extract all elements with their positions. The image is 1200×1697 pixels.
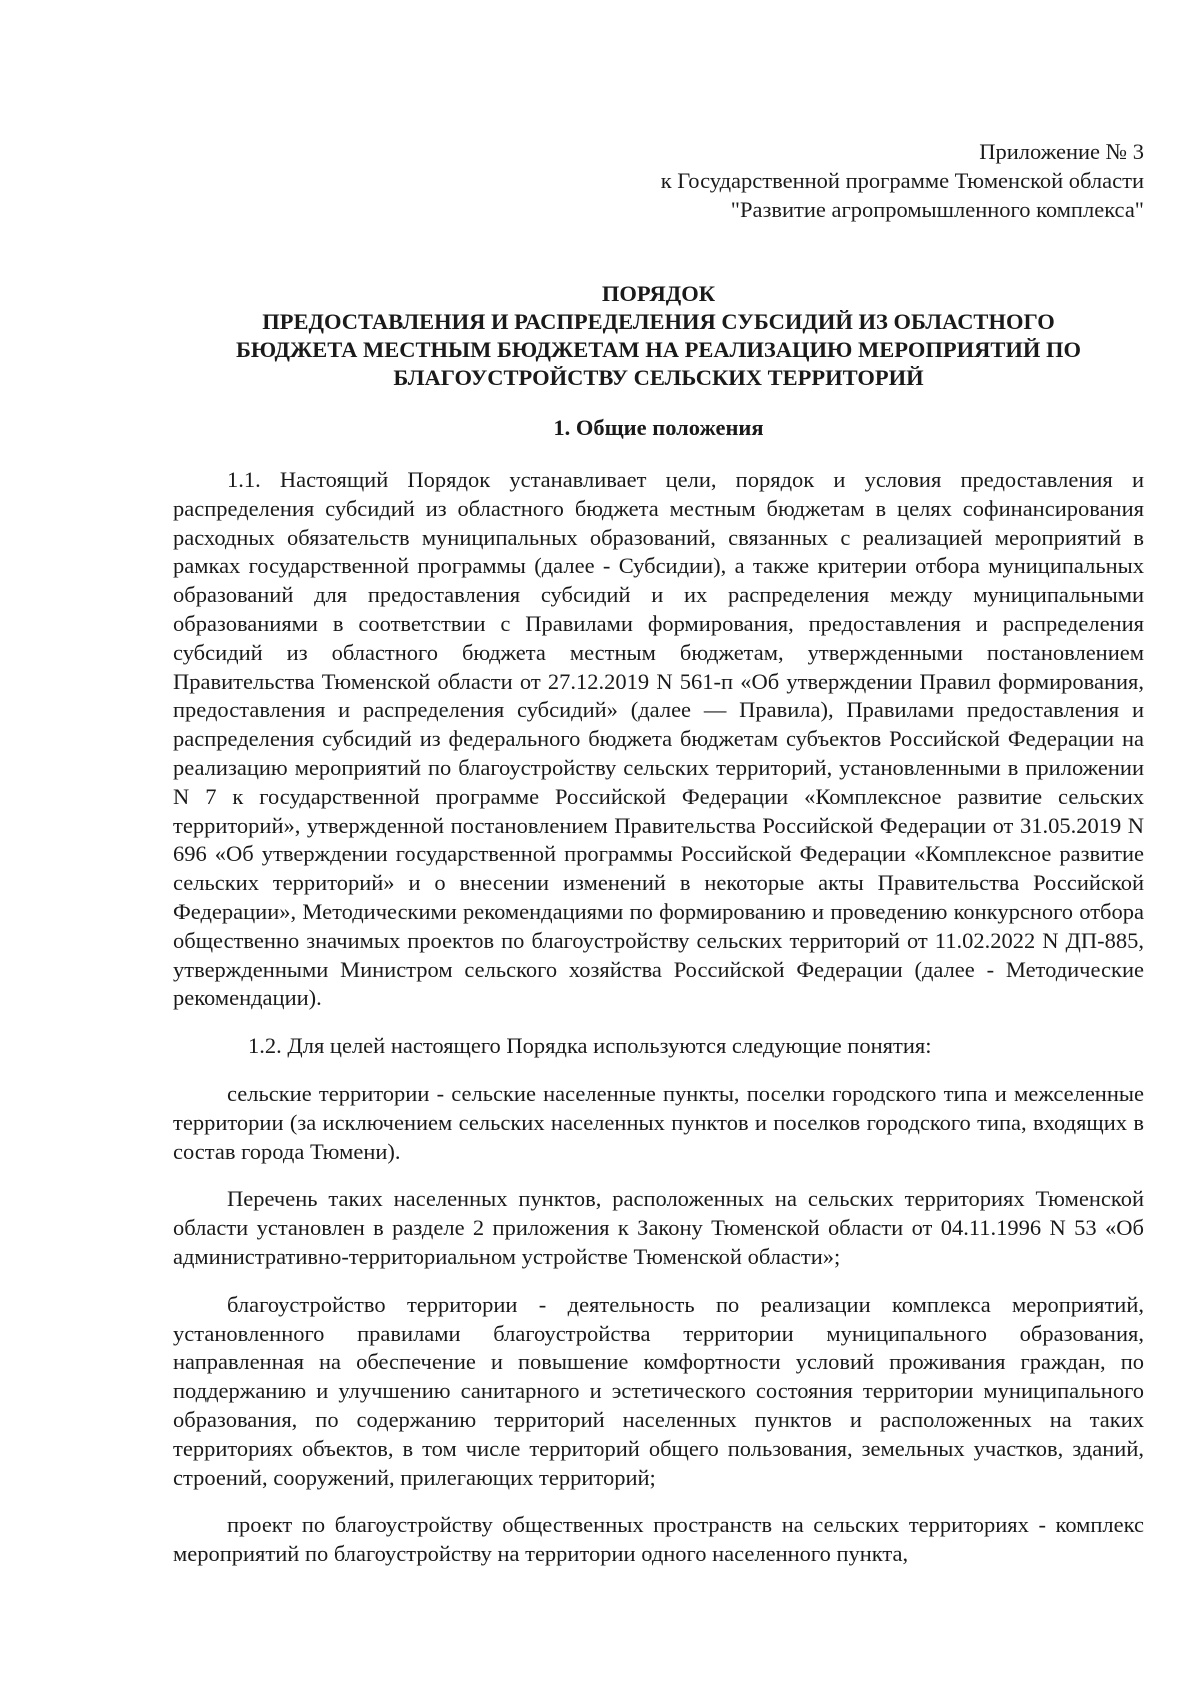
page-content [173,137,1144,1569]
section-heading-general: 1. Общие положения [553,415,764,440]
paragraph-1-2: 1.2. Для целей настоящего Порядка используются следующие понятия: [248,1033,932,1059]
title-line-2: ПРЕДОСТАВЛЕНИЯ И РАСПРЕДЕЛЕНИЯ СУБСИДИЙ ИЗ ОБЛАСТНОГО [262,309,1055,334]
document-body [173,466,1144,1569]
title-line-1: ПОРЯДОК [601,281,716,306]
definition-improvement-project: проект по благоустройству общественных пространств на сельских территориях - комплекс мероприятий по благоустройству на территории одного населенного пункта, [173,1512,1144,1567]
definition-rural-territories: сельские территории - сельские населенные пункты, поселки городского типа и межселенные территории (за исключением сельских населенных пунктов и поселков городского типа, входящих в состав города Тюмени). [173,1080,1144,1164]
appendix-program: к Государственной программе Тюменской области [660,168,1144,193]
appendix-header [173,137,1144,224]
definition-territory-improvement: благоустройство территории - деятельность по реализации комплекса мероприятий, установленного правилами благоустройства территории муниципального образования, направленная на обеспечение и повышение комфортности условий проживания граждан, по поддержанию и улучшению санитарного и эстетического состояния территории муниципального образования, по содержанию территорий населенных пунктов и расположенных на таких территориях объектов, в том числе территорий общего пользования, земельных участков, зданий, строений, сооружений, прилегающих территорий; [173,1291,1144,1490]
document-title [173,280,1144,392]
paragraph-settlements-list: Перечень таких населенных пунктов, расположенных на сельских территориях Тюменской области установлен в разделе 2 приложения к Закону Тюменской области от 04.11.1996 N 53 «Об административно-территориальном устройстве Тюменской области»; [173,1186,1144,1269]
paragraph-1-1: 1.1. Настоящий Порядок устанавливает цели, порядок и условия предоставления и распределения субсидий из областного бюджета местным бюджетам в целях софинансирования расходных обязательств муниципальных образований, связанных с реализацией мероприятий в рамках государственной программы (далее - Субсидии), а также критерии отбора муниципальных образований для предоставления субсидий и их распределения между муниципальными образованиями в соответствии с Правилами формирования, предоставления и распределения субсидий из областного бюджета местным бюджетам, утвержденными постановлением Правительства Тюменской области от 27.12.2019 N 561-п «Об утверждении Правил формирования, предоставления и распределения субсидий» (далее — Правила), Правилами предоставления и распределения субсидий из федерального бюджета бюджетам субъектов Российской Федерации на реализацию мероприятий по благоустройству сельских территорий, установленными в приложении N 7 к государственной программе Российской Федерации «Комплексное развитие сельских территорий», утвержденной постановлением Правительства Российской Федерации от 31.05.2019 N 696 «Об утверждении государственной программы Российской Федерации «Комплексное развитие сельских территорий» и о внесении изменений в некоторые акты Правительства Российской Федерации», Методическими рекомендациями по формированию и проведению конкурсного отбора общественно значимых проектов по благоустройству сельских территорий от 11.02.2022 N ДП-885, утвержденными Министром сельского хозяйства Российской Федерации (далее - Методические рекомендации). [173,467,1144,1011]
title-line-3: БЮДЖЕТА МЕСТНЫМ БЮДЖЕТАМ НА РЕАЛИЗАЦИЮ МЕРОПРИЯТИЙ ПО [236,337,1081,362]
appendix-program-name: "Развитие агропромышленного комплекса" [730,197,1144,222]
appendix-number: Приложение № 3 [979,139,1144,164]
title-line-4: БЛАГОУСТРОЙСТВУ СЕЛЬСКИХ ТЕРРИТОРИЙ [393,365,924,390]
